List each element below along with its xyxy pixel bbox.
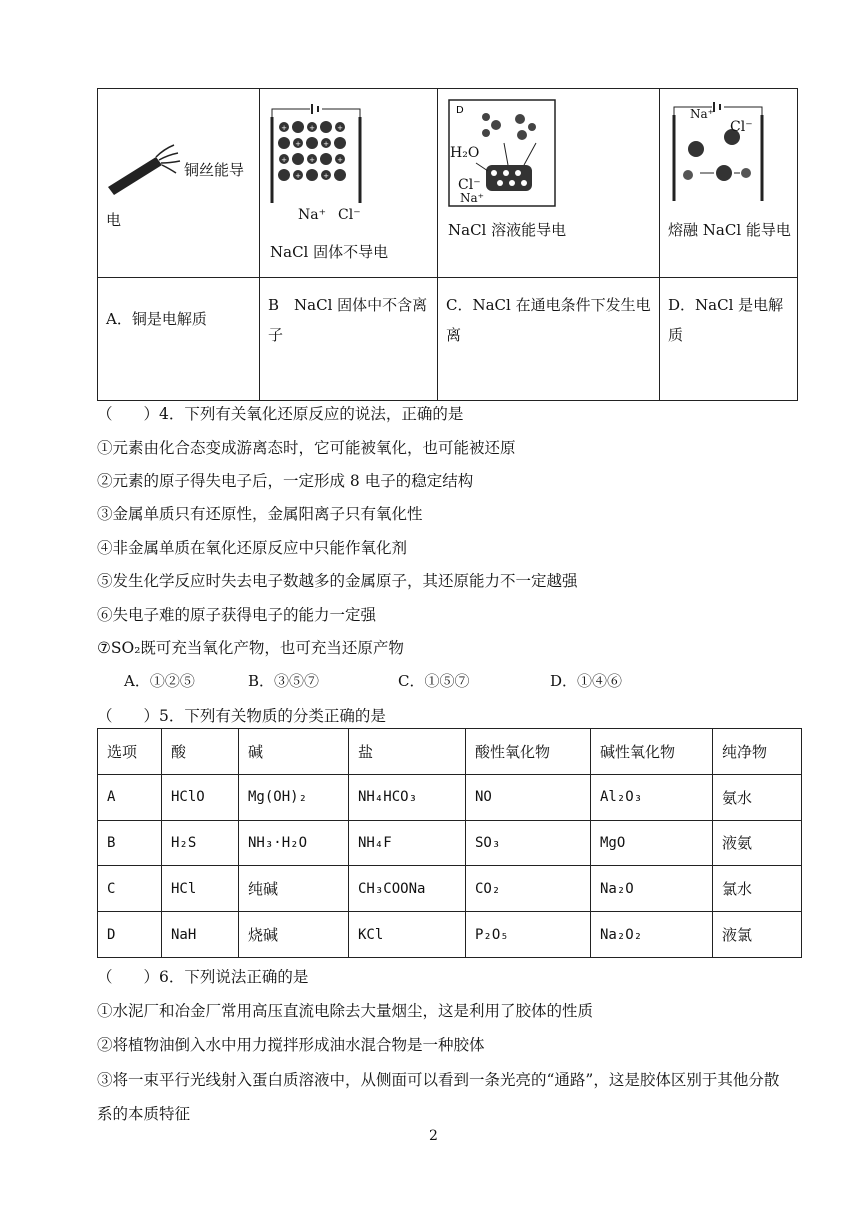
- table-cell: Na₂O: [591, 866, 713, 912]
- q3-option-c: C．NaCl 在通电条件下发生电离: [438, 278, 660, 401]
- molten-caption: 熔融 NaCl 能导电: [668, 221, 791, 239]
- table-cell: 液氯: [713, 912, 802, 958]
- solid-caption: NaCl 固体不导电: [270, 243, 389, 261]
- svg-text:+: +: [337, 156, 343, 164]
- table-cell: SO₃: [466, 820, 591, 866]
- q6-item: ③将一束平行光线射入蛋白质溶液中，从侧面可以看到一条光亮的“通路”，这是胶体区别于其他分散: [97, 1071, 780, 1089]
- table-row: [98, 912, 802, 958]
- svg-text:+: +: [337, 124, 343, 132]
- figure-solid-cell: [260, 89, 438, 278]
- q4-stem: （ ）4．下列有关氧化还原反应的说法，正确的是: [97, 405, 464, 423]
- table-cell: B: [98, 820, 162, 866]
- svg-text:+: +: [323, 140, 329, 148]
- table-cell: C: [98, 866, 162, 912]
- header-cell: 盐: [349, 729, 466, 775]
- solution-na-label: Na⁺: [460, 191, 484, 205]
- figure-solution-cell: [438, 89, 660, 278]
- svg-text:+: +: [281, 124, 287, 132]
- q4-choice-c: C．①⑤⑦: [398, 672, 470, 690]
- q4-item: ⑤发生化学反应时失去电子数越多的金属原子，其还原能力不一定越强: [97, 572, 578, 590]
- table-row: [98, 820, 802, 866]
- molten-na-label: Na⁺: [690, 107, 714, 121]
- table-cell: NO: [466, 774, 591, 820]
- table-cell: KCl: [349, 912, 466, 958]
- q4-item: ①元素由化合态变成游离态时，它可能被氧化，也可能被还原: [97, 439, 516, 457]
- table-cell: H₂S: [162, 820, 239, 866]
- molten-cl-label: Cl⁻: [730, 119, 753, 135]
- svg-text:D: D: [456, 105, 464, 116]
- svg-text:+: +: [309, 156, 315, 164]
- svg-text:+: +: [295, 140, 301, 148]
- table-cell: Na₂O₂: [591, 912, 713, 958]
- q6-item: 系的本质特征: [97, 1105, 191, 1123]
- header-cell: 酸: [162, 729, 239, 775]
- svg-text:+: +: [309, 124, 315, 132]
- q5-stem: （ ）5．下列有关物质的分类正确的是: [97, 707, 386, 725]
- table-cell: 纯碱: [239, 866, 349, 912]
- q4-item: ⑥失电子难的原子获得电子的能力一定强: [97, 606, 377, 624]
- table-cell: Al₂O₃: [591, 774, 713, 820]
- copper-caption-1: 铜丝能导: [184, 161, 245, 179]
- table-cell: 液氨: [713, 820, 802, 866]
- solution-cl-label: Cl⁻: [458, 177, 481, 193]
- table-cell: 氯水: [713, 866, 802, 912]
- q4-item: ④非金属单质在氧化还原反应中只能作氧化剂: [97, 539, 408, 557]
- table-cell: 烧碱: [239, 912, 349, 958]
- header-cell: 选项: [98, 729, 162, 775]
- table-cell: NH₃·H₂O: [239, 820, 349, 866]
- header-cell: 纯净物: [713, 729, 802, 775]
- table-row: [98, 774, 802, 820]
- table-row: [98, 866, 802, 912]
- q4-choice-a: A．①②⑤: [124, 672, 195, 690]
- table-cell: HCl: [162, 866, 239, 912]
- table-cell: CH₃COONa: [349, 866, 466, 912]
- table-cell: NH₄HCO₃: [349, 774, 466, 820]
- q4-choice-b: B．③⑤⑦: [248, 672, 320, 690]
- copper-wire-icon: [104, 137, 184, 197]
- svg-text:+: +: [295, 172, 301, 180]
- header-cell: 酸性氧化物: [466, 729, 591, 775]
- q6-item: ①水泥厂和冶金厂常用高压直流电除去大量烟尘，这是利用了胶体的性质: [97, 1002, 594, 1020]
- q4-item: ②元素的原子得失电子后，一定形成 8 电子的稳定结构: [97, 472, 474, 490]
- table-cell: NH₄F: [349, 820, 466, 866]
- solid-cl-label: Cl⁻: [338, 207, 361, 223]
- table-cell: NaH: [162, 912, 239, 958]
- table-cell: 氨水: [713, 774, 802, 820]
- table-cell: HClO: [162, 774, 239, 820]
- figure-molten-cell: [660, 89, 798, 278]
- table-header-row: [98, 729, 802, 775]
- table-cell: Mg(OH)₂: [239, 774, 349, 820]
- q4-choice-d: D．①④⑥: [550, 672, 623, 690]
- header-cell: 碱: [239, 729, 349, 775]
- table-cell: A: [98, 774, 162, 820]
- q3-option-d: D．NaCl 是电解质: [660, 278, 798, 401]
- q3-figure-table: [97, 88, 798, 401]
- svg-text:+: +: [323, 172, 329, 180]
- solid-nacl-diagram: [268, 103, 368, 213]
- table-cell: D: [98, 912, 162, 958]
- svg-text:+: +: [281, 156, 287, 164]
- table-cell: P₂O₅: [466, 912, 591, 958]
- figure-copper-cell: [98, 89, 260, 278]
- q6-stem: （ ）6．下列说法正确的是: [97, 968, 309, 986]
- solid-na-label: Na⁺: [298, 207, 326, 223]
- page-number: 2: [429, 1128, 438, 1144]
- q5-classification-table: [97, 728, 802, 958]
- molten-nacl-diagram: [668, 101, 768, 211]
- q3-option-a: A．铜是电解质: [98, 278, 260, 401]
- q6-item: ②将植物油倒入水中用力搅拌形成油水混合物是一种胶体: [97, 1036, 485, 1054]
- solution-water-label: H₂O: [450, 145, 480, 161]
- table-cell: CO₂: [466, 866, 591, 912]
- table-cell: MgO: [591, 820, 713, 866]
- header-cell: 碱性氧化物: [591, 729, 713, 775]
- q4-item: ③金属单质只有还原性，金属阳离子只有氧化性: [97, 505, 423, 523]
- q4-item: ⑦SO₂既可充当氧化产物，也可充当还原产物: [97, 639, 404, 657]
- copper-caption-2: 电: [106, 211, 122, 229]
- solution-caption: NaCl 溶液能导电: [448, 221, 567, 239]
- q3-option-b: B NaCl 固体中不含离子: [260, 278, 438, 401]
